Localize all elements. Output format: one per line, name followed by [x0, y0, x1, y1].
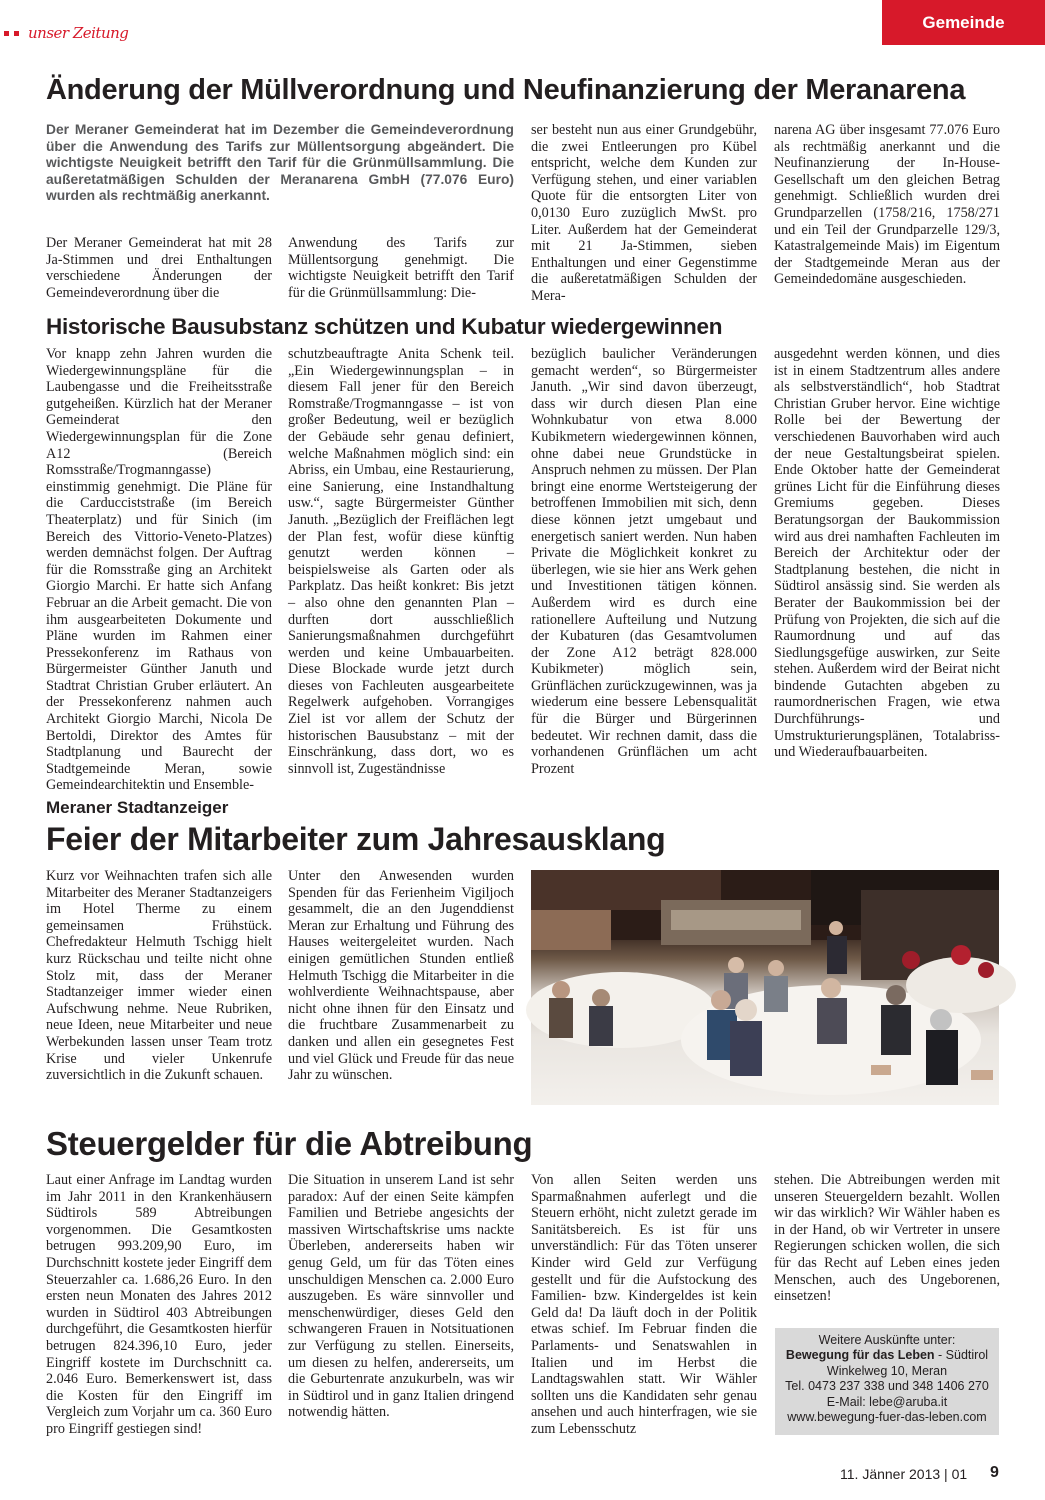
- info-organization-region: - Südtirol: [934, 1348, 989, 1363]
- logo-text: unser Zeitung: [28, 24, 129, 42]
- article1-column-3: ser besteht nun aus einer Grundgebühr, die zwei Entleerungen pro Kübel entspricht, welche dem Kunden zur Verfügung stehen, und einer variablen Quote für die entsorgten Liter von 0,0130 Euro zuzüglich MwSt. pro Liter. Außerdem hat der Gemeinderat mit 21 Ja-Stimmen, sieben Enthaltungen und einer Gegenstimme die außeretatmäßigen Schulden der Mera-: [531, 122, 757, 304]
- logo-square-icon: [4, 31, 9, 36]
- article2-column-4: ausgedehnt werden können, und dies ist in einem Stadtzentrum alles andere als selbstverständlich“, hob Stadtrat Christian Gruber hervor. Eine wichtige Rolle bei der Bewertung der verschiedenen Bauvorhaben wird auch der neue Gestaltungsbeirat spielen. Ende Oktober hatte der Gemeinderat grünes Licht für die Einführung dieses Gremiums gegeben. Dieses Beratungsorgan der Baukommission wird aus drei namhaften Fachleuten im Bereich der Architektur oder der Stadtplanung bestehen, die nicht in Südtirol ansässig sind. Sie werden als Berater der Baukommission bei der Prüfung von Projekten, die sich auf die Raumordnung und auf das Siedlungsgefüge auswirken, zur Seite stehen. Außerdem wird der Beirat nicht bindende Gutachten abgeben zu raumordnerischen Fragen, wie etwa Durchführungs- und Umstrukturierungsplänen, Totalabriss- und Wiederaufbauarbeiten.: [774, 346, 1000, 761]
- article2-title: Historische Bausubstanz schützen und Kubatur wiedergewinnen: [46, 314, 723, 339]
- article4-column-4: stehen. Die Abtreibungen werden mit unseren Steuergeldern bezahlt. Wollen wir das wirklich? Wir Wähler haben es in der Hand, ob wir Vertreter in unsere Regierungen schicken wollen, die sich für das Recht auf Leben eines jeden Menschen, auch des Ungeborenen, einsetzen!: [774, 1172, 1000, 1305]
- info-organization-name: Bewegung für das Leben: [785, 1348, 935, 1363]
- section-tag: Gemeinde: [882, 0, 1045, 45]
- article4-column-3: Von allen Seiten werden uns Sparmaßnahmen auferlegt und die Steuern erhöht, nicht zuletzt gerade im Sanitätsbereich. Es ist für uns unverständlich: Für das Töten unserer Kinder wird Geld zur Verfügung gestellt und für die Aufstockung des Familien- bzw. Kindergeldes ist kein Geld da! Da läuft doch in der Politik etwas schief. Im Februar finden die Parlaments- und Senatswahlen in Italien und im Herbst die Landtagswahlen statt. Wir Wähler sollten uns die Kandidaten sehr genau ansehen und auch hinterfragen, wie sie zum Lebensschutz: [531, 1172, 757, 1437]
- article4-column-1: Laut einer Anfrage im Landtag wurden im Jahr 2011 in den Krankenhäusern Südtirols 589 Abtreibungen vorgenommen. Die Gesamtkosten betrugen 993.209,90 Euro, im Durchschnitt kostete jeder Eingriff dem Steuerzahler ca. 1.686,26 Euro. In den ersten neun Monaten des Jahres 2012 wurden in Südtirol 403 Abtreibungen durchgeführt, die Gesamtkosten hierfür betrugen 824.396,10 Euro, jeder Eingriff kostete im Durchschnitt ca. 2.046 Euro. Bemerkenswert ist, dass die Kosten für den Eingriff im Vergleich zum Vorjahr um ca. 360 Euro pro Eingriff gestiegen sind!: [46, 1172, 272, 1437]
- event-photo-image: [531, 870, 999, 1105]
- article1-column-2: Anwendung des Tarifs zur Müllentsorgung genehmigt. Die wichtigste Neuigkeit betrifft den Tarif für die Grünmüllsammlung: Die-: [288, 235, 514, 301]
- info-website: www.bewegung-fuer-das-leben.com: [787, 1410, 987, 1425]
- article2-column-3: bezüglich baulicher Veränderungen gemacht werden“, so Bürgermeister Januth. „Wir sind davon überzeugt, dass wir durch diesen Plan eine Wohnkubatur von etwa 8.000 Kubikmetern wiedergewinnen können, ohne dabei neue Grundstücke in Anspruch nehmen zu müssen. Der Plan bringt eine enorme Wertsteigerung der betroffenen Immobilien mit sich, denn diese können jetzt umgebaut und energetisch saniert werden. Nun haben Private die Möglichkeit konkret zu überlegen, wie sie hier ans Werk gehen und Investitionen tätigen können. Außerdem wird es durch eine rationellere Aufteilung und Nutzung der Kubaturen (das Gesamtvolumen der Zone A12 beträgt 828.000 Kubikmeter) möglich sein, Grünflächen zurückzugewinnen, was ja wiederum eine bessere Lebensqualität für die Bürger und Bürgerinnen bedeutet. Wir rechnen damit, dass die vorhandenen Grünflächen um acht Prozent: [531, 346, 757, 777]
- info-organization: [775, 1348, 999, 1363]
- article3-column-1: Kurz vor Weihnachten trafen sich alle Mitarbeiter des Meraner Stadtanzeigers im Hotel Therme zu einem gemeinsamen Frühstück. Chefredakteur Helmuth Tschigg hielt kurz Rückschau und teilte nicht ohne Stolz mit, dass der Meraner Stadtanzeiger immer wieder einen Aufschwung nehme. Neue Rubriken, neue Ideen, neue Mitarbeiter und neue Werbekunden lassen unser Team trotz Krise und vieler Unkenrufe zuversichtlich in die Zukunft schauen.: [46, 868, 272, 1084]
- article2-column-2: schutzbeauftragte Anita Schenk teil. „Ein Wiedergewinnungsplan – in diesem Fall jener für den Bereich Romstraße/Trogmanngasse – ist von großer Bedeutung, weil er bezüglich der Gebäude sehr genau definiert, welche Maßnahmen möglich sind: ein Abriss, ein Umbau, eine Restaurierung, eine Sanierung, eine Instandhaltung usw.“, sagte Bürgermeister Günther Januth. „Bezüglich der Freiflächen legt der Plan fest, wofür diese künftig genutzt werden können – beispielsweise als Garten oder als Parkplatz. Das heißt konkret: Bis jetzt – also ohne den genannten Plan – durften dort ausschließlich Sanierungsmaßnahmen durchgeführt werden und keine Umbauarbeiten. Diese Blockade wurde jetzt durch dieses von Fachleuten ausgearbeitete Regelwerk aufgehoben. Vorrangiges Ziel ist vor allem der Schutz der historischen Bausubstanz – mit der Einschränkung, dass dort, wo es sinnvoll ist, Zugeständnisse: [288, 346, 514, 777]
- info-address: Winkelweg 10, Meran: [826, 1363, 948, 1378]
- article1-title: Änderung der Müllverordnung und Neufinanzierung der Meranarena: [46, 74, 966, 106]
- info-email: E-Mail: lebe@aruba.it: [826, 1394, 948, 1409]
- article3-column-2: Unter den Anwesenden wurden Spenden für das Ferienheim Vigiljoch gesammelt, die an den Jugenddienst Meran zur Erhaltung und Führung des Hauses weitergeleitet wurden. Nach einigen gemütlichen Stunden entließ Helmuth Tschigg die Mitarbeiter in die wohlverdiente Weihnachtspause, aber nicht ohne ihnen für den Einsatz und die fruchtbare Zusammenarbeit zu danken und allen ein gesegnetes Fest und viel Glück und Freude für das neue Jahr zu wünschen.: [288, 868, 514, 1084]
- article1-column-1: Der Meraner Gemeinderat hat mit 28 Ja-Stimmen und drei Enthaltungen verschiedene Änderungen der Gemeindeverordnung über die: [46, 235, 272, 301]
- event-photo: [531, 870, 999, 1105]
- info-phone: Tel. 0473 237 338 und 348 1406 270: [785, 1379, 989, 1394]
- article3-title: Feier der Mitarbeiter zum Jahresausklang: [46, 821, 666, 857]
- article3-kicker: Meraner Stadtanzeiger: [46, 798, 229, 817]
- footer-date: 11. Jänner 2013 | 01: [840, 1466, 968, 1482]
- page-number: 9: [990, 1464, 999, 1481]
- logo-square-icon: [14, 31, 19, 36]
- article2-column-1: Vor knapp zehn Jahren wurden die Wiedergewinnungspläne für die Laubengasse und die Freiheitsstraße gutgeheißen. Kürzlich hat der Meraner Gemeinderat den Wiedergewinnungsplan für die Zone A12 (Bereich Romsstraße/Trogmanngasse) einstimmig genehmigt. Die Pläne für die Carducciststraße (im Bereich Theaterplatz) und für Sinich (im Bereich des Vittorio-Veneto-Platzes) werden demnächst folgen. Der Auftrag für die Romsstraße ging an Architekt Giorgio Marchi. Er hatte sich Anfang Februar an die Arbeit gemacht. Die von ihm ausgearbeiteten Dokumente und Pläne wurden im Rahmen einer Pressekonferenz im Rathaus von Bürgermeister Günther Januth und Stadtrat Christian Gruber erläutert. An der Pressekonferenz nahmen auch Architekt Giorgio Marchi, Nicola De Bertoldi, Direktor des Amtes für Stadtplanung und Baurecht der Stadtgemeinde Meran, sowie Gemeindearchitektin und Ensemble-: [46, 346, 272, 794]
- logo: [4, 22, 128, 44]
- article4-title: Steuergelder für die Abtreibung: [46, 1125, 533, 1162]
- article4-column-2: Die Situation in unserem Land ist sehr paradox: Auf der einen Seite kämpfen Familien und Betriebe angesichts der massiven Wirtschaftskrise ums nackte Überleben, andererseits haben wir genug Geld, um für das Töten eines unschuldigen Menschen ca. 2.000 Euro auszugeben. Es wäre sinnvoller und menschenwürdiger, dieses Geld den schwangeren Frauen in Notsituationen zur Verfügung zu stellen. Einerseits, um diesen zu helfen, andererseits, um die Geburtenrate anzukurbeln, was wir in Südtirol und in ganz Italien dringend notwendig hätten.: [288, 1172, 514, 1421]
- article1-column-4: narena AG über insgesamt 77.076 Euro als rechtmäßig anerkannt und die Neufinanzierung der In-House-Gesellschaft um den gleichen Betrag genehmigt. Schließlich wurden drei Grundparzellen (1758/216, 1758/271 und ein Teil der Grundparzelle 129/3, Katastralgemeinde Mais) im Eigentum der Stadtgemeinde Meran aus der Gemeindedomäne ausgeschieden.: [774, 122, 1000, 288]
- info-heading: Weitere Auskünfte unter:: [818, 1333, 956, 1347]
- info-box: [775, 1328, 999, 1435]
- article1-lead: Der Meraner Gemeinderat hat im Dezember die Gemeindeverordnung über die Anwendung des Tarifs zur Müllentsorgung abgeändert. Die wichtigste Neuigkeit betrifft den Tarif für die Grünmüllsammlung. Die außeretatmäßigen Schulden der Meranarena GmbH (77.076 Euro) wurden als rechtmäßig anerkannt.: [46, 122, 514, 204]
